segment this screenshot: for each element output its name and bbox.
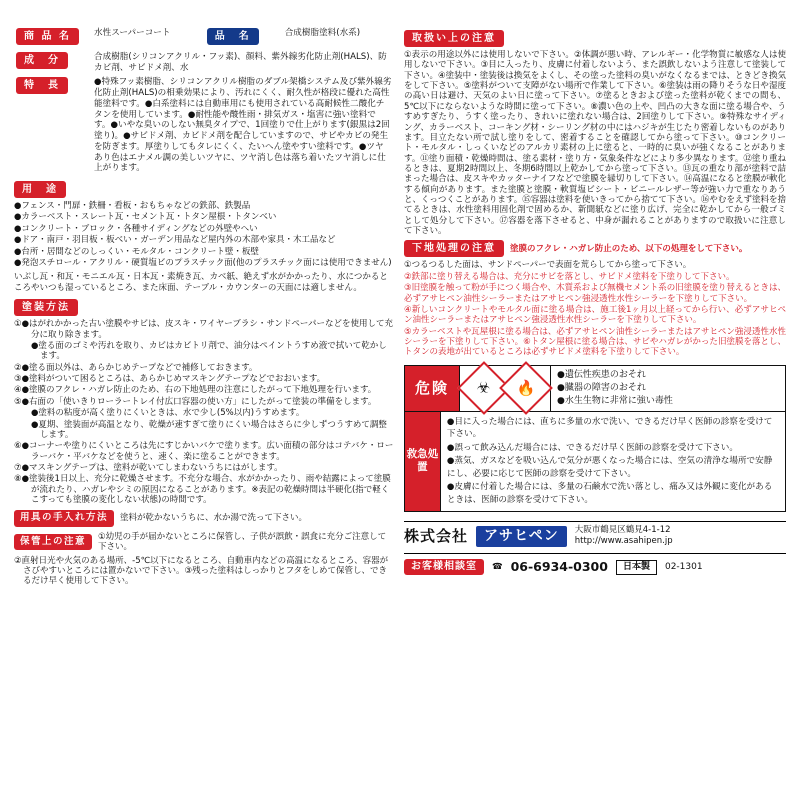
support-phone-number: 06-6934-0300	[510, 559, 608, 575]
method-item: ⑥●コーナーや塗りにくいところは先にすじかいバケで塗ります。広い面積の部分はコテバケ・ローラーバケ・平バケなどを使うと、速く、楽に塗ることができます。	[14, 441, 394, 462]
first-aid-text	[441, 412, 785, 511]
address-line-1: 大阪市鶴見区鶴見4-1-12	[574, 525, 671, 536]
pretreatment-item: ①つるつるした面は、サンドペーパーで表面を荒らしてから塗って下さい。	[404, 260, 692, 271]
first-aid-box	[404, 412, 786, 512]
tools-header	[14, 510, 394, 526]
danger-line: ●水生生物に非常に強い毒性	[557, 395, 673, 406]
first-aid-label: 救急処置	[405, 412, 441, 511]
product-code: 02-1301	[664, 561, 703, 572]
use-item: ●台所・居間などのしっくい・モルタル・コンクリート壁・板壁	[14, 246, 259, 257]
use-item: ●ドア・南戸・羽目板・板べい・ガーデン用品など屋内外の木部や家具・木工品など	[14, 235, 336, 246]
method-header	[14, 299, 394, 316]
tools-text: 塗料が乾かないうちに、水か湯で洗って下さい。	[120, 513, 308, 524]
method-item: ③●塗料がついて困るところは、あらかじめマスキングテープなどでおおいます。	[14, 374, 326, 385]
use-item: ●カラーベスト・スレート瓦・セメント瓦・トタン屋根・トタンべい	[14, 212, 277, 223]
danger-box	[404, 365, 786, 412]
spec-label-components: 成 分	[16, 52, 68, 69]
spec-label-category: 品 名	[207, 28, 259, 45]
danger-line: ●遺伝性疾患のおそれ	[557, 369, 646, 380]
first-aid-item: ●目に入った場合には、直ちに多量の水で洗い、できるだけ早く医師の診察を受けて下さい。	[446, 416, 773, 440]
pretreatment-item: ②鉄部に塗り替える場合は、充分にサビを落とし、サビドメ塗料を下塗りして下さい。	[404, 271, 735, 282]
health-hazard-icon: ☣	[457, 361, 511, 415]
spec-value-product: 水性スーパーコート	[94, 28, 171, 38]
danger-text	[551, 366, 679, 411]
use-item: ●フェンス・門扉・鉄柵・看板・おもちゃなどの鉄部、鉄製品	[14, 201, 251, 212]
method-item: ●夏期、塗装面が高温となり、乾燥が速すぎて塗りにくい場合はさらに少しずつうすめて調整します。	[31, 419, 387, 440]
use-note: いぶし瓦・和瓦・モニエル瓦・日本瓦・素焼き瓦、カベ紙、絶えず水がかかったり、水につかるところやいつも湿っているところ、また床面、テーブル・カウンターの天面には適しません。	[14, 272, 388, 294]
pretreatment-header	[404, 240, 786, 257]
footer-divider-2	[404, 553, 786, 554]
spec-table-components	[14, 50, 394, 176]
company-name: 株式会社	[404, 527, 469, 546]
use-section	[14, 181, 394, 294]
use-item: ●発泡スチロール・アクリル・硬質塩ビのプラスチック面(他のプラスチック面には使用できません)	[14, 257, 392, 268]
spec-row-components	[14, 50, 394, 75]
pretreatment-item	[404, 283, 786, 304]
phone-icon: ☎	[492, 561, 503, 572]
pretreatment-item-highlight: ④新しいコンクリートやモルタル面に塗る場合は、施工後1ヶ月以上経ってから行い、必ずアサヒペン油性シーラーまたはアサヒペン強浸透性水性シーラーを下塗りして下さい。	[404, 304, 786, 326]
spec-value-components: 合成樹脂(シリコンアクリル・フッ素)、顔料、紫外線劣化防止剤(HALS)、防カビ剤、サビドメ剤、水	[94, 52, 387, 73]
storage-section	[14, 532, 394, 587]
pretreatment-lead: 塗膜のフクレ・ハガレ防止のため、以下の処理をして下さい。	[510, 243, 748, 254]
pretreatment-body	[404, 260, 786, 357]
storage-body	[14, 556, 394, 587]
storage-item: ①幼児の手が届かないところに保管し、子供が誤飲・誤食に充分ご注意して下さい。	[98, 531, 387, 553]
spec-value-features: ●特殊フッ素樹脂、シリコンアクリル樹脂のダブル架橋システム及び紫外線劣化防止剤(HALS)の相乗効果により、汚れにくく、耐久性が格段に優れた高性能塗料です。●白系塗料には自動車用にも使用されている高耐候性二酸化チタンを使用しています。●耐性能や酸性雨・排気ガス・塩害に強い塗料です。●いやな臭いのしない無臭タイプで、1回塗りで仕上がります(銀黒は2回塗り)。●サビドメ剤、カビドメ剤を配合していますので、サビやカビの発生を防ぎます。厚塗りしてもタレにくく、たいへん塗やすい塗料です。●ツヤあり色はエナメル調の美しいツヤに、ツヤ消し色は落ち着いたツヤ消しに仕上がります。	[94, 77, 392, 174]
storage-header	[14, 532, 394, 553]
tools-label: 用具の手入れ方法	[14, 510, 114, 526]
method-item: ⑧●塗装後1日以上、充分に乾燥させます。不充分な場合、水がかかったり、雨や結露によって塗膜が流れたり、ハガレやシミの原因になることがあります。※表記の乾燥時間は半硬化(指で軽くこすっても塗膜の変化しない状態)の時間です。	[14, 474, 391, 506]
company-address	[575, 525, 673, 548]
method-item: ●塗料の粘度が高く塗りにくいときは、水で少し(5%以内)うすめます。	[31, 408, 305, 419]
handling-body	[404, 50, 786, 236]
spec-label-components-cell	[14, 50, 92, 75]
footer-divider	[404, 521, 786, 522]
spec-label-product-cell	[14, 26, 92, 47]
left-column	[14, 26, 394, 790]
spec-value-category: 合成樹脂塗料(水系)	[284, 28, 361, 38]
storage-item: ②直射日光や火気のある場所、-5℃以下になるところ、自動車内などの高温になるところ、容器がさびやすいところには置かないで下さい。③残った塗料はしっかりとフタをしめて保管し、できるだけ早く使用して下さい。	[14, 555, 389, 587]
customer-support-label: お客様相談室	[404, 559, 484, 575]
flammable-icon: 🔥	[499, 361, 553, 415]
footer-company-row	[404, 525, 786, 548]
danger-line: ●臓器の障害のおそれ	[557, 382, 646, 393]
spec-label-category-cell	[205, 26, 283, 47]
method-label: 塗装方法	[14, 299, 78, 316]
danger-label: 危険	[405, 366, 460, 411]
spec-label-features: 特 長	[16, 77, 68, 94]
method-section	[14, 299, 394, 505]
pretreatment-item-highlight: ③旧塗膜を触って粉が手につく場合や、木質系および無機セメント系の旧塗膜を塗り替えるときは、必ずアサヒペン油性シーラーまたはアサヒペン強浸透性水性シーラーを下塗りして下さい。	[404, 283, 786, 304]
made-in-badge: 日本製	[616, 560, 657, 575]
tools-section	[14, 510, 394, 526]
brand-logo: アサヒペン	[476, 526, 567, 547]
method-item: ④●塗膜のフクレ・ハガレ防止のため、右の下地処理の注意にしたがって下地処理を行います。	[14, 385, 377, 396]
handling-text: ①表示の用途以外には使用しないで下さい。②体調が悪い時、アレルギー・化学物質に敏感な人は使用しないで下さい。③目に入ったり、皮膚に付着しないよう、また誤飲しないよう注意して塗装して下さい。④塗装中・塗装後は換気をよくし、その塗った塗料の臭いがなくなるまでは、ときどき換気をして下さい。⑤塗料がついて支障がない場所で作業して下さい。⑥塗装は雨の降りそうな日や湿度の高い日は避け、天気のよい日に塗って下さい。⑦塗るときおよび塗った塗料が乾くまでの間も、5℃以下にならないような時間に塗って下さい。⑧濃い色の上や、凹凸の大きな面に塗る場合や、うすめすぎたり、うすく塗ったり、きれいに塗れない場合は、2回塗りして下さい。⑨特殊なサイディング、カラーベスト、コーキング材・シーリング材の中にはハジキが生じたり密着しないものがあります。目立たない所で試し塗りをして、密着することを確認してから塗って下さい。⑩コンクリート・モルタル・しっくいなどのアルカリ素材の上に塗ると、一時的に臭いが強くなることがあります。⑪塗り面積・乾燥時間は、塗る素材・塗り方・気象条件などにより多少異なります。⑫塗り重ねるときは、夏期2時間以上、冬期6時間以上乾かしてから塗って下さい。⑬瓦の重なり部が塗料で詰まった場合は、皮スキやカッターナイフなどで塗膜を縁切りして下さい。⑭高温になると塗膜が軟化する傾向があります。また塗膜と塗膜・軟質塩ビシート・ビニールレザー等が強い力で重なりあうと、くっつくことがあります。⑮容器は塗料を使いきってから捨てて下さい。⑯やむをえず塗料を捨てるときは、水性塗料用固化剤で固めるか、新聞紙などに塗り広げ、完全に乾かしてから一般ゴミとして処分して下さい。⑰容器を落下させると、中身が漏れることがありますので取扱いに注意して下さい。	[404, 50, 786, 237]
method-item: ⑦●マスキングテープは、塗料が乾いてしまわないうちにはがします。	[14, 463, 283, 473]
footer-contact-row	[404, 559, 786, 575]
use-body	[14, 201, 394, 294]
first-aid-item: ●皮膚に付着した場合には、多量の石鹸水で洗い落とし、痛み又は外観に変化があるときは、医師の診察を受けて下さい。	[446, 482, 773, 505]
footer	[404, 521, 786, 575]
handling-label: 取扱い上の注意	[404, 30, 504, 47]
method-item: ⑤●右面の「使いきりローラートレイ付広口容器の使い方」にしたがって塗装の準備をします。	[14, 396, 377, 407]
pretreatment-label: 下地処理の注意	[404, 240, 504, 257]
method-body	[14, 319, 394, 505]
ghs-pictograms	[460, 366, 551, 411]
spec-table	[14, 26, 394, 47]
spec-label-features-cell	[14, 75, 92, 176]
storage-label: 保管上の注意	[14, 534, 92, 550]
pretreatment-section	[404, 240, 786, 357]
right-column	[404, 26, 786, 790]
spec-row-product	[14, 26, 394, 47]
use-header	[14, 181, 394, 198]
handling-header	[404, 30, 786, 47]
first-aid-item: ●蒸気、ガスなどを吸い込んで気分が悪くなった場合には、空気の清浄な場所で安静にし、必要に応じて医師の診察を受けて下さい。	[446, 456, 773, 479]
pretreatment-item	[404, 327, 786, 358]
use-item: ●コンクリート・ブロック・各種サイディングなどの外壁やへい	[14, 223, 258, 234]
handling-section	[404, 30, 786, 236]
spec-label-product: 商 品 名	[16, 28, 79, 45]
spec-row-features	[14, 75, 394, 176]
method-item: ●塗る面のゴミや汚れを取り、カビはカビトリ剤で、油分はペイントうすめ液で拭いて乾かします。	[31, 341, 387, 362]
method-item: ②●塗る面以外は、あらかじめテープなどで補修しておきます。	[14, 362, 258, 373]
method-item: ①●はがれかかった古い塗膜やサビは、皮スキ・ワイヤーブラシ・サンドペーパーなどを使用して充分に取り除きます。	[14, 319, 394, 340]
use-label: 用 途	[14, 181, 66, 198]
address-line-2: http://www.asahipen.jp	[574, 536, 673, 547]
pretreatment-item-highlight: ⑤カラーベストや瓦屋根に塗る場合は、必ずアサヒペン油性シーラーまたはアサヒペン強浸透性水性シーラーを下塗りして下さい。⑥トタン屋根に塗る場合は、サビやハガレがかった旧塗膜を落とし、トタンの表地が出ているところは必ずサビドメ塗料を下塗りして下さい。	[404, 326, 786, 358]
first-aid-item: ●誤って飲み込んだ場合には、できるだけ早く医師の診察を受けて下さい。	[446, 442, 738, 453]
pretreatment-item	[404, 305, 786, 326]
